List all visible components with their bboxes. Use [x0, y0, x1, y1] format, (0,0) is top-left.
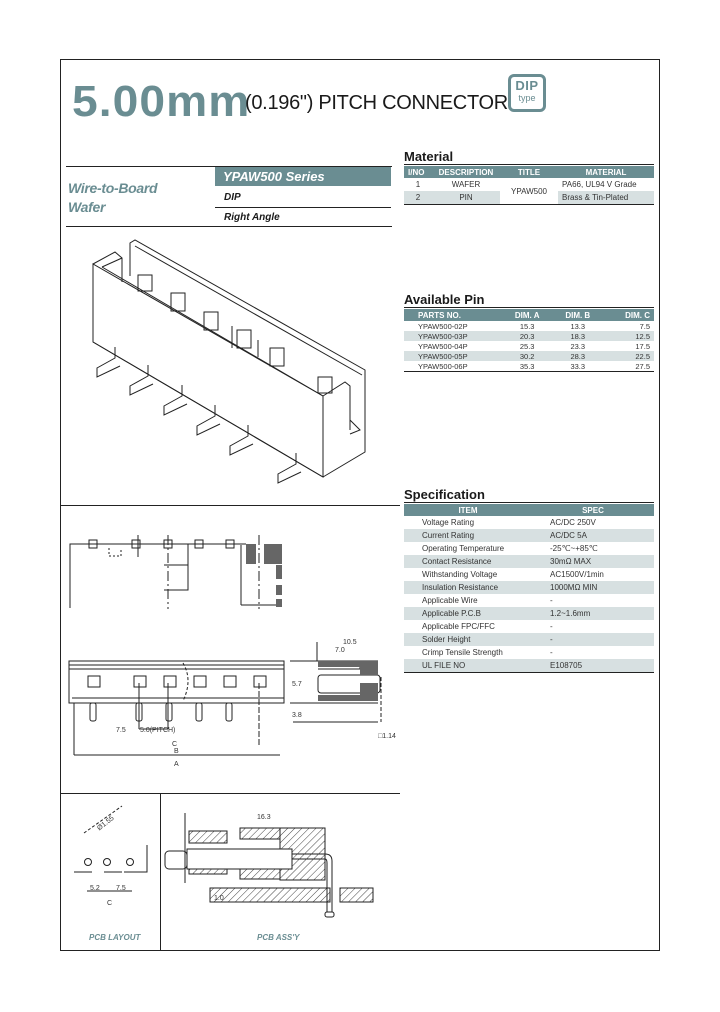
divider-line — [404, 307, 654, 308]
pin-dim-c: 22.5 — [603, 351, 654, 361]
divider-line — [404, 164, 654, 165]
pcb-assembly-drawing — [160, 793, 410, 928]
pin-dim-a: 35.3 — [519, 361, 535, 371]
pcb-layout-drawing — [60, 793, 160, 923]
dim-c-label: C — [172, 741, 178, 748]
pin-dim-a: 20.3 — [502, 331, 552, 341]
connector-front-view-drawing — [60, 625, 400, 790]
table-row — [404, 620, 654, 633]
pin-part-no: YPAW500-02P — [418, 321, 468, 331]
category-line-1: Wire-to-Board — [68, 180, 158, 196]
spec-value: AC1500V/1min — [550, 570, 604, 579]
table-row — [404, 568, 654, 581]
pin-part-no: YPAW500-06P — [418, 361, 468, 371]
specification-table — [404, 504, 654, 673]
spec-item: Operating Temperature — [422, 544, 505, 553]
table-row — [404, 321, 654, 331]
pcb-assy-caption: PCB ASS'Y — [257, 933, 300, 942]
spec-value: 30mΩ MAX — [532, 555, 654, 568]
pin-part-no: YPAW500-03P — [404, 331, 502, 341]
spec-item: Insulation Resistance — [404, 581, 532, 594]
pcb-layout-caption: PCB LAYOUT — [89, 933, 141, 942]
pcb-diameter-label: Ø1.55 — [96, 814, 116, 833]
spec-value: 1.2~1.6mm — [532, 607, 654, 620]
spec-item: Voltage Rating — [422, 518, 475, 527]
pcb-75-label: 7.5 — [116, 885, 126, 892]
dim-b-label: B — [174, 748, 179, 755]
pin-header-dim-b: DIM. B — [552, 309, 603, 321]
orientation-type: Right Angle — [224, 212, 280, 223]
badge-dip-label: DIP — [515, 78, 539, 93]
material-title: YPAW500 — [500, 178, 558, 205]
table-row — [404, 351, 654, 361]
spec-value: E108705 — [532, 659, 654, 673]
table-row — [404, 581, 654, 594]
assy-10-label: 1.0 — [214, 895, 224, 902]
pin-dim-c: 12.5 — [603, 331, 654, 341]
material-table — [404, 166, 654, 205]
pin-dim-b: 13.3 — [570, 321, 586, 331]
spec-value: AC/DC 5A — [532, 529, 654, 542]
pin-dim-c: 27.5 — [635, 361, 650, 371]
spec-item: Applicable FPC/FFC — [422, 622, 495, 631]
spec-item: Solder Height — [404, 633, 532, 646]
assy-163-label: 16.3 — [257, 814, 271, 821]
pin-dim-b: 18.3 — [552, 331, 603, 341]
material-no: 2 — [404, 191, 432, 205]
category-line-2: Wafer — [68, 199, 106, 215]
pin-part-no: YPAW500-04P — [418, 341, 468, 351]
spec-item: Applicable P.C.B — [404, 607, 532, 620]
pin-dim-a: 15.3 — [519, 321, 535, 331]
table-row — [404, 178, 654, 191]
material-section-title: Material — [404, 149, 454, 164]
material-header-no: I/NO — [404, 166, 432, 178]
table-row — [404, 594, 654, 607]
pin-dim-b: 28.3 — [552, 351, 603, 361]
pin-part-no: YPAW500-05P — [404, 351, 502, 361]
spec-header-spec: SPEC — [532, 504, 654, 516]
spec-item: Contact Resistance — [404, 555, 532, 568]
table-row — [404, 331, 654, 341]
table-row — [404, 361, 654, 372]
material-no: 1 — [415, 180, 421, 189]
connector-isometric-drawing — [60, 230, 400, 500]
table-row — [404, 555, 654, 568]
material-value: PA66, UL94 V Grade — [562, 180, 637, 189]
material-header-material: MATERIAL — [558, 166, 654, 178]
specification-section-title: Specification — [404, 487, 485, 502]
material-description: PIN — [432, 191, 500, 205]
available-pin-table — [404, 309, 654, 372]
pin-header-dim-c: DIM. C — [603, 309, 654, 321]
spec-value: 1000MΩ MIN — [532, 581, 654, 594]
table-row — [404, 341, 654, 351]
spec-value: - — [550, 622, 553, 631]
pcb-52-label: 5.2 — [90, 885, 100, 892]
pin-dim-c: 7.5 — [639, 321, 650, 331]
spec-header-item: ITEM — [404, 504, 532, 516]
pin-dim-a: 30.2 — [502, 351, 552, 361]
dim-75-label: 7.5 — [116, 727, 126, 734]
spec-item: Crimp Tensile Strength — [422, 648, 503, 657]
table-row — [404, 607, 654, 620]
connector-subtitle: (0.196") PITCH CONNECTOR — [245, 92, 508, 114]
spec-item: Withstanding Voltage — [422, 570, 498, 579]
divider-line — [66, 226, 392, 227]
spec-value: - — [550, 596, 553, 605]
spec-item: UL FILE NO — [404, 659, 532, 673]
dim-105-label: 10.5 — [343, 639, 357, 646]
table-row — [404, 633, 654, 646]
dip-type-badge — [508, 74, 546, 112]
pin-header-dim-a: DIM. A — [502, 309, 552, 321]
pin-dim-b: 33.3 — [570, 361, 586, 371]
spec-value: - — [532, 633, 654, 646]
table-row — [404, 659, 654, 673]
material-value: Brass & Tin-Plated — [558, 191, 654, 205]
pin-dim-c: 17.5 — [635, 341, 650, 351]
dim-38-label: 3.8 — [292, 712, 302, 719]
spec-item: Current Rating — [404, 529, 532, 542]
pcb-c-label: C — [107, 900, 113, 907]
table-row — [404, 529, 654, 542]
pin-dim-a: 25.3 — [519, 341, 535, 351]
pin-dim-b: 23.3 — [570, 341, 586, 351]
spec-value: -25℃~+85℃ — [550, 544, 598, 553]
dim-pitch-label: 5.0(PITCH) — [140, 727, 176, 734]
spec-item: Applicable Wire — [422, 596, 478, 605]
spec-value: - — [550, 648, 553, 657]
table-row — [404, 542, 654, 555]
dim-57-label: 5.7 — [292, 681, 302, 688]
mount-type: DIP — [224, 192, 241, 203]
dim-pin-label: □1.14 — [378, 733, 396, 740]
material-header-description: DESCRIPTION — [432, 166, 500, 178]
pin-header-part: PARTS NO. — [404, 309, 502, 321]
product-category — [68, 179, 157, 217]
available-pin-section-title: Available Pin — [404, 292, 485, 307]
dim-70-label: 7.0 — [335, 647, 345, 654]
material-description: WAFER — [451, 180, 481, 189]
pitch-size-title: 5.00mm — [72, 77, 251, 126]
dim-a-label: A — [174, 761, 179, 768]
divider-line — [404, 502, 654, 503]
connector-top-view-drawing — [60, 505, 400, 625]
spec-value: AC/DC 250V — [550, 518, 596, 527]
divider-line — [215, 207, 391, 208]
series-banner: YPAW500 Series — [215, 167, 391, 186]
badge-type-label: type — [518, 93, 536, 103]
table-row — [404, 516, 654, 529]
table-row — [404, 646, 654, 659]
material-header-title: TITLE — [500, 166, 558, 178]
